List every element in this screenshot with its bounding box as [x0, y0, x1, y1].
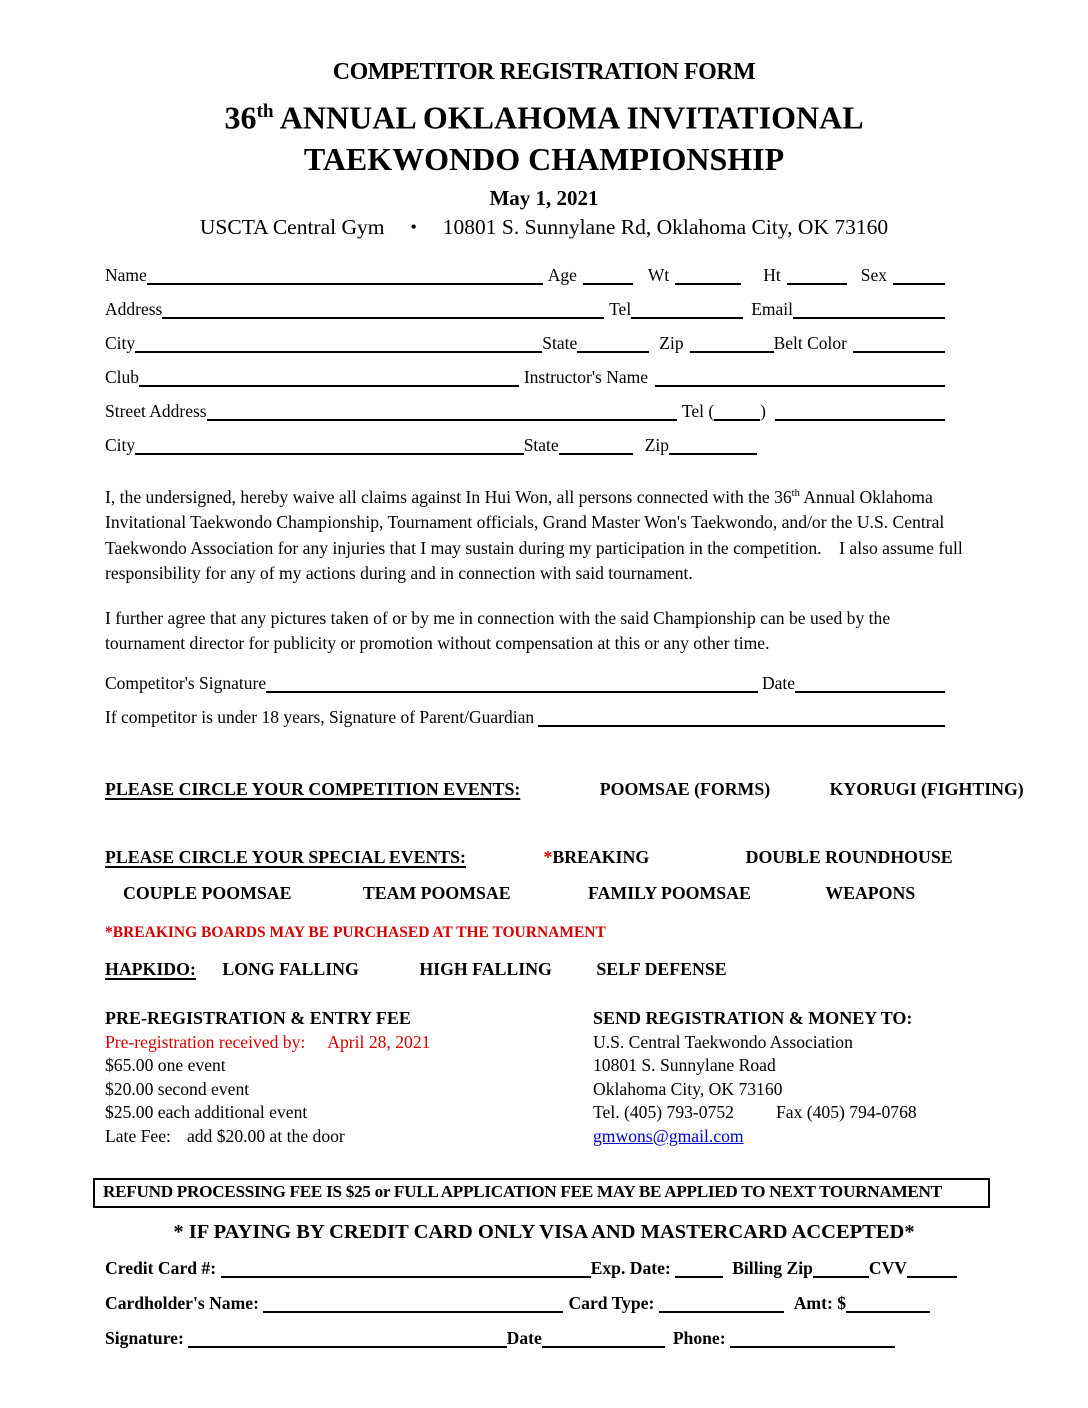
- club-label: Club: [105, 366, 140, 387]
- payment-signature-label: Signature:: [105, 1328, 189, 1349]
- deadline-date: April 28, 2021: [327, 1031, 431, 1052]
- competitor-signature-label: Competitor's Signature: [105, 672, 267, 693]
- row-street-address-tel: [105, 401, 945, 435]
- zip-label: Zip: [659, 332, 684, 353]
- tel-blank: [631, 315, 743, 319]
- row-credit-card: [105, 1258, 957, 1293]
- amt-label: Amt: $: [793, 1293, 846, 1314]
- signature-date-blank: [795, 689, 945, 693]
- city-blank: [135, 349, 542, 353]
- competition-events-row: [105, 779, 1088, 800]
- row-address-tel-email: [105, 299, 945, 333]
- cardholder-blank: [263, 1309, 563, 1313]
- payment-phone-label: Phone:: [672, 1328, 730, 1349]
- breaking-boards-note: *BREAKING BOARDS MAY BE PURCHASED AT THE TOURNAMENT: [105, 923, 606, 941]
- cardholder-label: Cardholder's Name:: [105, 1293, 264, 1314]
- event-title-number: 36: [224, 99, 257, 136]
- age-blank: [583, 281, 633, 285]
- city2-label: City: [105, 434, 136, 455]
- special-events-row: [105, 847, 1088, 868]
- send-to-phone-line: [593, 1101, 985, 1125]
- guardian-label: If competitor is under 18 years, Signature of Parent/Guardian: [105, 706, 539, 727]
- zip-blank: [690, 349, 774, 353]
- sex-label: Sex: [860, 264, 887, 285]
- exp-date-label: Exp. Date:: [590, 1258, 676, 1279]
- special-events-row-2: [123, 883, 1088, 904]
- event-title-line2: TAEKWONDO CHAMPIONSHIP: [303, 140, 785, 177]
- late-fee-label: Late Fee:: [105, 1125, 171, 1146]
- zip2-blank: [669, 451, 757, 455]
- club-tel-blank: [775, 417, 945, 421]
- competitor-signature-blank: [266, 689, 758, 693]
- city2-blank: [135, 451, 524, 455]
- refund-notice-box: [93, 1178, 990, 1208]
- ht-label: Ht: [763, 264, 781, 285]
- cvv-label: CVV: [868, 1258, 907, 1279]
- event-option-breaking: [543, 847, 649, 867]
- cc-number-label: Credit Card #:: [105, 1258, 221, 1279]
- event-option-kyorugi: KYORUGI (FIGHTING): [829, 778, 1024, 799]
- venue-address: 10801 S. Sunnylane Rd, Oklahoma City, OK 73160: [442, 214, 889, 239]
- document-header: [0, 0, 1088, 241]
- card-type-blank: [659, 1309, 784, 1313]
- email-label: Email: [751, 298, 793, 319]
- billing-zip-blank: [813, 1274, 869, 1278]
- event-option-long-falling: LONG FALLING: [222, 958, 359, 979]
- guardian-signature-blank: [538, 723, 945, 727]
- wt-blank: [675, 281, 741, 285]
- row-city-state-zip-belt: [105, 333, 945, 367]
- age-label: Age: [547, 264, 577, 285]
- sex-blank: [893, 281, 945, 285]
- club-tel-prefix: Tel (: [681, 400, 715, 421]
- billing-zip-label: Billing Zip: [732, 1258, 813, 1279]
- wt-label: Wt: [647, 264, 670, 285]
- event-title-ordinal: th: [256, 101, 274, 122]
- refund-notice-text: REFUND PROCESSING FEE IS $25 or FULL APPLICATION FEE MAY BE APPLIED TO NEXT TOURNAMENT: [103, 1182, 942, 1202]
- name-blank: [147, 281, 543, 285]
- signature-date-label: Date: [761, 672, 795, 693]
- card-type-label: Card Type:: [568, 1293, 659, 1314]
- zip2-label: Zip: [644, 434, 669, 455]
- send-to-column: [593, 1006, 985, 1149]
- fee-line-2: $20.00 second event: [105, 1078, 250, 1099]
- breaking-text: BREAKING: [552, 846, 650, 867]
- waiver-p1-sup: th: [791, 487, 800, 499]
- name-label: Name: [105, 264, 147, 285]
- row-name-age-wt-ht-sex: [105, 265, 945, 299]
- send-to-heading: SEND REGISTRATION & MONEY TO:: [593, 1007, 913, 1028]
- credit-card-notice: * IF PAYING BY CREDIT CARD ONLY VISA AND MASTERCARD ACCEPTED*: [173, 1221, 915, 1244]
- amt-blank: [846, 1309, 930, 1313]
- row-guardian-signature: [105, 707, 945, 741]
- waiver-paragraph-2: I further agree that any pictures taken of or by me in connection with the said Championship can be used by the tournament director for publicity or promotion without compensation at this or any other time.: [105, 607, 895, 654]
- special-events-heading: PLEASE CIRCLE YOUR SPECIAL EVENTS:: [105, 846, 466, 867]
- email-blank: [793, 315, 945, 319]
- tel-label: Tel: [609, 298, 632, 319]
- send-to-street: 10801 S. Sunnylane Road: [593, 1055, 776, 1076]
- fees-column: [105, 1006, 593, 1149]
- cvv-blank: [907, 1274, 957, 1278]
- state-label: State: [542, 332, 578, 353]
- late-fee-value: add $20.00 at the door: [186, 1125, 345, 1146]
- send-to-city: Oklahoma City, OK 73160: [593, 1078, 783, 1099]
- late-fee-line: [105, 1125, 593, 1149]
- row-city2-state2-zip2: [105, 435, 757, 469]
- row-competitor-signature: [105, 673, 945, 707]
- breaking-asterisk: *: [543, 846, 553, 867]
- deadline-label: Pre-registration received by:: [105, 1031, 306, 1052]
- send-to-fax: Fax (405) 794-0768: [775, 1102, 917, 1123]
- address-label: Address: [105, 298, 163, 319]
- event-option-poomsae: POOMSAE (FORMS): [599, 778, 771, 799]
- event-option-family-poomsae: FAMILY POOMSAE: [588, 882, 751, 903]
- waiver-p1-text-rest: Annual Oklahoma Invitational Taekwondo Championship, Tournament officials, Grand Master Won's Taekwondo, and/or the U.S. Central Taekwondo Association for any injuries that I may sustain during my participation in the competition. I also assume full responsibility for any of my actions during and in connection with said tournament.: [105, 486, 968, 584]
- street-address-blank: [207, 417, 677, 421]
- payment-section: [0, 1258, 1088, 1363]
- event-title-rest: ANNUAL OKLAHOMA INVITATIONAL: [273, 99, 864, 136]
- hapkido-row: [105, 959, 1088, 980]
- payment-signature-blank: [188, 1344, 506, 1348]
- competition-events-heading: PLEASE CIRCLE YOUR COMPETITION EVENTS:: [105, 778, 521, 799]
- fees-section: [105, 1006, 985, 1149]
- event-option-team-poomsae: TEAM POOMSAE: [362, 882, 511, 903]
- bullet-separator: •: [410, 216, 417, 237]
- venue-name: USCTA Central Gym: [199, 214, 385, 239]
- payment-date-label: Date: [506, 1328, 542, 1349]
- preregistration-deadline: [105, 1031, 593, 1055]
- event-option-couple-poomsae: COUPLE POOMSAE: [123, 882, 292, 903]
- waiver-p1-text: I, the undersigned, hereby waive all claims against In Hui Won, all persons connected with the 36: [105, 486, 792, 507]
- row-cardholder: [105, 1293, 930, 1328]
- venue-line: [0, 214, 1088, 241]
- instructor-label: Instructor's Name: [523, 366, 648, 387]
- hapkido-heading: HAPKIDO:: [105, 958, 196, 979]
- send-to-tel: Tel. (405) 793-0752: [593, 1102, 734, 1123]
- payment-phone-blank: [730, 1344, 895, 1348]
- ht-blank: [787, 281, 847, 285]
- state-blank: [577, 349, 649, 353]
- club-blank: [139, 383, 519, 387]
- exp-date-blank: [675, 1274, 723, 1278]
- fees-heading: PRE-REGISTRATION & ENTRY FEE: [105, 1007, 411, 1028]
- instructor-blank: [655, 383, 945, 387]
- fee-line-1: $65.00 one event: [105, 1055, 226, 1076]
- club-tel-suffix: ): [760, 400, 766, 421]
- event-title-line1: [0, 91, 1088, 139]
- competitor-fields-section: [0, 265, 1088, 469]
- state2-blank: [559, 451, 633, 455]
- club-tel-area-blank: [714, 417, 760, 421]
- form-title: COMPETITOR REGISTRATION FORM: [332, 59, 756, 85]
- event-option-weapons: WEAPONS: [825, 882, 916, 903]
- send-to-org: U.S. Central Taekwondo Association: [593, 1031, 853, 1052]
- event-date: May 1, 2021: [489, 185, 599, 210]
- event-option-high-falling: HIGH FALLING: [419, 958, 552, 979]
- event-option-double-roundhouse: DOUBLE ROUNDHOUSE: [745, 846, 953, 867]
- belt-color-label: Belt Color: [773, 332, 847, 353]
- state2-label: State: [523, 434, 559, 455]
- city-label: City: [105, 332, 136, 353]
- cc-number-blank: [221, 1274, 591, 1278]
- row-payment-signature: [105, 1328, 895, 1363]
- fee-line-3: $25.00 each additional event: [105, 1102, 308, 1123]
- street-address-label: Street Address: [105, 400, 207, 421]
- email-link[interactable]: gmwons@gmail.com: [593, 1125, 744, 1146]
- belt-color-blank: [853, 349, 945, 353]
- event-option-self-defense: SELF DEFENSE: [596, 958, 727, 979]
- payment-date-blank: [542, 1344, 665, 1348]
- address-blank: [162, 315, 604, 319]
- row-club-instructor: [105, 367, 945, 401]
- waiver-paragraph-1: [105, 481, 968, 587]
